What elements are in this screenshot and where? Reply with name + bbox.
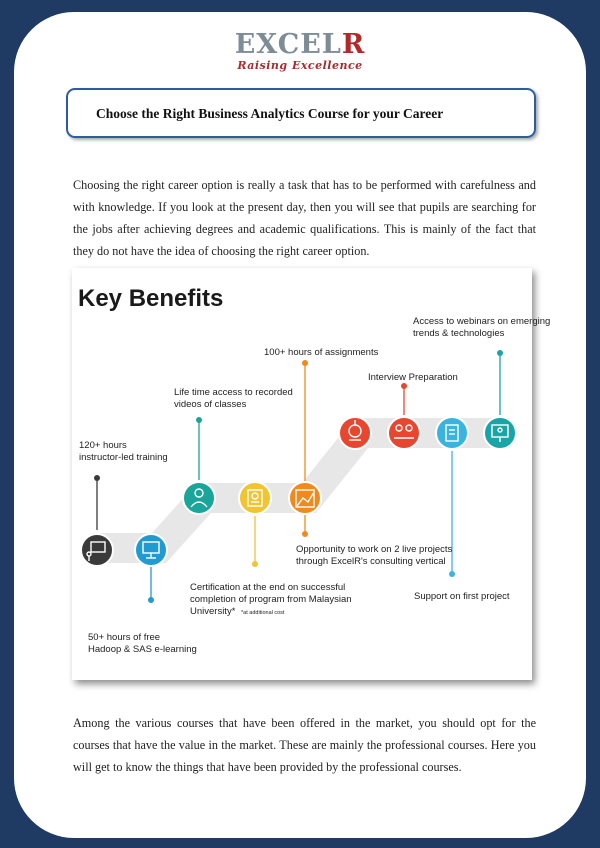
infographic-title: Key Benefits (78, 285, 224, 312)
benefit-label: Access to webinars on emerging trends & technologies (413, 316, 551, 339)
benefit-label: 50+ hours of free Hadoop & SAS e-learning (88, 632, 197, 655)
page-heading: Choose the Right Business Analytics Course for your Career (96, 106, 444, 121)
milestone-circle (289, 482, 321, 514)
benefit-label: Life time access to recorded videos of classes (174, 387, 293, 410)
benefit-label: 120+ hours instructor-led training (79, 440, 168, 463)
connector-dot (94, 475, 100, 481)
connector-dot (196, 417, 202, 423)
heading-box (66, 88, 536, 138)
connector-dot (497, 350, 503, 356)
milestone-circle (484, 417, 516, 449)
logo-tagline: Raising Excellence (237, 59, 363, 72)
logo-wordmark (0, 30, 600, 60)
milestone-circle (81, 534, 113, 566)
connector-dot (252, 561, 258, 567)
milestone-circle (388, 417, 420, 449)
milestone-circle (135, 534, 167, 566)
benefit-label: Opportunity to work on 2 live projects through ExcelR's consulting vertical (296, 544, 453, 567)
logo-brand-accent: R (341, 29, 366, 60)
milestone-circle (183, 482, 215, 514)
connector-dot (302, 360, 308, 366)
intro-paragraph: Choosing the right career option is really a task that has to be performed with carefulness and with knowledge. If you look at the present day, then you will see that pupils are searching for the jobs after achieving degrees and academic qualifications. This is mainly of the fact that they do not have the idea of choosing the right career option. (73, 178, 536, 258)
connector-dot (401, 383, 407, 389)
milestone-circle (239, 482, 271, 514)
connector-dot (148, 597, 154, 603)
benefit-label: Certification at the end on successful completion of program from Malaysian University* *at additional cost (190, 582, 352, 617)
benefit-label: Support on first project (414, 591, 510, 602)
connector-dot (302, 531, 308, 537)
excelr-logo (0, 30, 600, 72)
infographic-svg (72, 268, 551, 680)
milestone-circle (436, 417, 468, 449)
logo-brand-main: EXCEL (234, 29, 342, 60)
connector-dot (449, 571, 455, 577)
benefit-label: Interview Preparation (368, 372, 458, 383)
benefit-label: 100+ hours of assignments (264, 347, 379, 358)
courses-paragraph: Among the various courses that have been offered in the market, you should opt for the courses that have the value in the market. These are mainly the professional courses. Here you will get to know the things that have been provided by the professional courses. (73, 716, 536, 774)
key-benefits-infographic (72, 268, 551, 680)
